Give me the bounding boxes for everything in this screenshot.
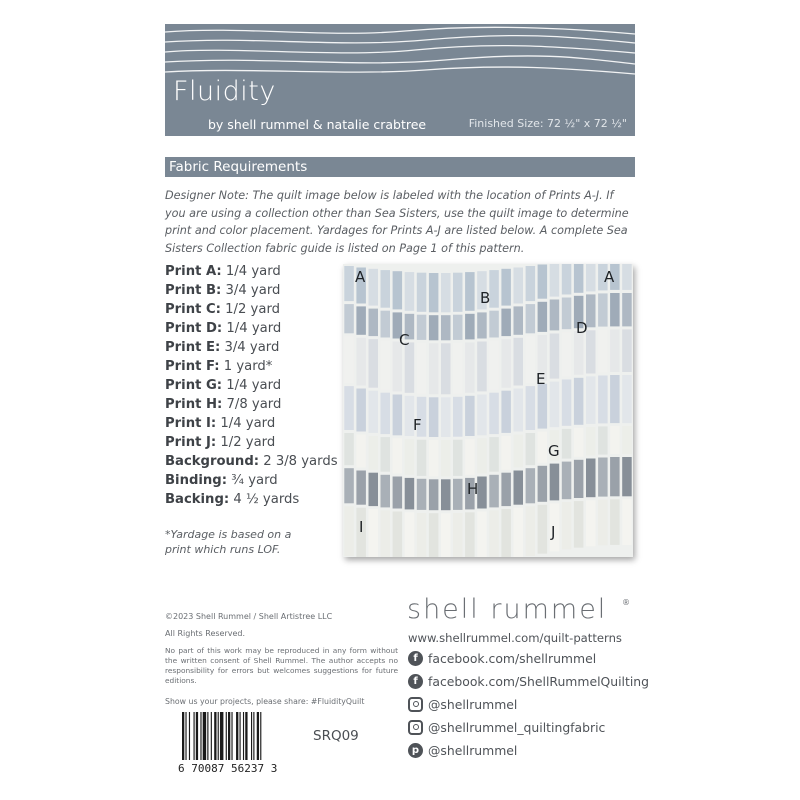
pattern-sku: SRQ09 — [313, 728, 359, 744]
quilt-strip — [344, 468, 354, 503]
requirement-label: Print F: — [165, 359, 220, 374]
barcode-bar — [211, 712, 212, 760]
quilt-strip — [501, 509, 511, 557]
quilt-strip — [381, 311, 391, 338]
designer-note: Designer Note: The quilt image below is labeled with the location of Prints A-J. If you are using a collection other than Sea Sisters, use the quilt image to determine print and color placement. Yardages for Prints A-J are listed below. A complete Sea Sisters Collection fabric guide is listed on Page 1 of this pattern. — [165, 189, 629, 255]
barcode-bar — [243, 712, 244, 760]
quilt-strip — [477, 395, 487, 436]
quilt-strip — [562, 429, 572, 459]
quilt-strip — [610, 293, 620, 326]
brand-wordmark: shell rummel — [407, 594, 608, 625]
print-label-h: H — [467, 480, 479, 498]
quilt-strip — [465, 396, 475, 436]
quilt-strip — [514, 435, 524, 468]
quilt-strip — [344, 386, 354, 430]
quilt-strip — [610, 499, 620, 545]
quilt-strip — [514, 268, 524, 304]
quilt-strip — [550, 334, 560, 379]
quilt-strip — [356, 338, 366, 386]
quilt-strip — [586, 376, 596, 424]
requirement-label: Background: — [165, 454, 260, 469]
quilt-strip — [405, 512, 415, 557]
barcode-bar — [185, 712, 186, 760]
quilt-strip — [344, 506, 354, 556]
quilt-strip — [526, 433, 536, 465]
requirement-value: 1/2 yard — [220, 435, 276, 450]
quilt-strip — [429, 315, 439, 340]
quilt-strip — [441, 315, 451, 340]
quilt-strip — [526, 506, 536, 556]
quilt-strip — [622, 329, 632, 372]
quilt-strip — [429, 513, 439, 557]
quilt-strip — [562, 264, 572, 295]
quilt-strip — [429, 343, 439, 394]
social-link-text: @shellrummel_quiltingfabric — [428, 719, 606, 735]
quilt-strip — [574, 460, 584, 498]
requirement-label: Print I: — [165, 416, 217, 431]
quilt-strip — [381, 437, 391, 472]
barcode-bar — [228, 712, 230, 760]
requirement-value: 1/4 yard — [225, 264, 281, 279]
quilt-strip — [477, 438, 487, 473]
requirement-item — [165, 471, 345, 490]
quilt-strip — [453, 315, 463, 340]
quilt-strip — [622, 457, 632, 496]
quilt-strip — [417, 513, 427, 557]
quilt-strip — [598, 500, 608, 546]
quilt-strip — [441, 479, 451, 510]
instagram-icon — [408, 720, 423, 735]
quilt-strip — [586, 264, 596, 291]
quilt-strip — [369, 509, 379, 557]
copyright-text: ©2023 Shell Rummel / Shell Artistree LLC — [165, 612, 333, 621]
fabric-requirements-header — [165, 157, 635, 177]
quilt-strip — [393, 512, 403, 558]
quilt-strip — [550, 264, 560, 297]
quilt-strip — [550, 464, 560, 501]
requirement-item — [165, 319, 345, 338]
barcode-bars — [178, 712, 298, 762]
requirement-label: Print J: — [165, 435, 217, 450]
quilt-strip — [622, 426, 632, 454]
quilt-strip — [501, 309, 511, 337]
barcode-bar — [253, 712, 254, 760]
social-link-facebook[interactable] — [408, 672, 649, 690]
quilt-strip — [405, 342, 415, 392]
quilt-strip — [344, 304, 354, 333]
requirement-label: Backing: — [165, 492, 230, 507]
quilt-strip — [514, 389, 524, 432]
website-link[interactable]: www.shellrummel.com/quilt-patterns — [408, 631, 622, 645]
quilt-strip — [356, 435, 366, 468]
requirement-item — [165, 262, 345, 281]
quilt-strip — [369, 309, 379, 337]
quilt-strip — [453, 273, 463, 312]
quilt-strip — [453, 397, 463, 437]
pinterest-icon: p — [408, 743, 423, 758]
quilt-strip — [356, 389, 366, 432]
barcode-bar — [207, 712, 208, 760]
quilt-strip — [562, 380, 572, 426]
quilt-strip — [550, 382, 560, 428]
quilt-strip — [489, 270, 499, 308]
facebook-icon: f — [408, 674, 423, 689]
quilt-strip — [477, 342, 487, 392]
barcode-bar — [182, 712, 184, 760]
quilt-strip — [477, 477, 487, 509]
instagram-icon — [408, 697, 423, 712]
quilt-strip — [344, 266, 354, 301]
requirement-item — [165, 433, 345, 452]
quilt-strip — [538, 505, 548, 554]
quilt-strip — [453, 513, 463, 557]
social-link-pinterest[interactable] — [408, 741, 517, 759]
requirement-value: 3/4 yard — [224, 340, 280, 355]
quilt-strip — [489, 340, 499, 389]
social-link-text: @shellrummel — [428, 696, 518, 712]
barcode-bar — [218, 712, 219, 760]
quilt-strip — [429, 273, 439, 312]
requirement-value: 1/4 yard — [226, 321, 282, 336]
barcode-bar — [226, 712, 227, 760]
requirements-list — [165, 262, 345, 509]
quilt-strip — [465, 342, 475, 392]
barcode-bar — [240, 712, 241, 760]
quilt-strip — [598, 293, 608, 326]
quilt-strip — [538, 466, 548, 502]
quilt-strip — [489, 510, 499, 557]
quilt-strip — [610, 457, 620, 496]
requirement-value: 7/8 yard — [226, 397, 282, 412]
quilt-strip — [501, 473, 511, 506]
quilt-strip — [405, 439, 415, 475]
quilt-strip — [574, 378, 584, 425]
title-banner — [165, 24, 635, 136]
quilt-strip — [429, 440, 439, 476]
quilt-strip — [514, 306, 524, 334]
barcode-bar — [203, 712, 206, 760]
quilt-strip — [381, 393, 391, 434]
quilt-strip — [477, 512, 487, 558]
requirement-label: Print A: — [165, 264, 222, 279]
quilt-strip — [417, 273, 427, 312]
barcode-bar — [257, 712, 259, 760]
requirement-label: Print C: — [165, 302, 221, 317]
requirement-item — [165, 300, 345, 319]
barcode-bar — [194, 712, 195, 760]
quilt-strip — [538, 302, 548, 332]
requirement-label: Print B: — [165, 283, 222, 298]
quilt-strip — [369, 436, 379, 470]
quilt-strip — [574, 428, 584, 457]
quilt-strip — [562, 332, 572, 376]
requirement-item — [165, 281, 345, 300]
quilt-strip — [538, 384, 548, 429]
quilt-strip — [381, 340, 391, 389]
quilt-strip — [610, 375, 620, 423]
barcode-bar — [220, 712, 223, 760]
print-label-d: D — [576, 319, 588, 337]
requirement-item — [165, 414, 345, 433]
quilt-strip — [622, 264, 632, 290]
quilt-strip — [369, 391, 379, 433]
quilt-strip — [393, 477, 403, 509]
requirement-item — [165, 357, 345, 376]
requirement-value: 2 3/8 yards — [263, 454, 338, 469]
requirement-value: 1/4 yard — [226, 378, 282, 393]
print-label-b: B — [480, 289, 491, 307]
quilt-strip — [417, 440, 427, 476]
quilt-strip — [514, 338, 524, 386]
quilt-strip — [441, 397, 451, 437]
quilt-strip — [369, 473, 379, 506]
requirement-value: 3/4 yard — [225, 283, 281, 298]
quilt-strip — [574, 501, 584, 548]
quilt-strip — [598, 330, 608, 373]
quilt-strip — [417, 343, 427, 394]
quilt-strip — [538, 265, 548, 299]
quilt-strip — [574, 264, 584, 293]
quilt-strip — [514, 471, 524, 505]
barcode-digits: 6 70087 56237 3 — [178, 762, 278, 775]
barcode-bar — [236, 712, 238, 760]
quilt-strip — [501, 269, 511, 306]
social-link-instagram[interactable] — [408, 695, 517, 713]
quilt-strip — [477, 312, 487, 338]
quilt-strip — [562, 462, 572, 500]
quilt-strip — [562, 298, 572, 330]
legal-notice: No part of this work may be reproduced in any form without the written consent of Shell Rummel. The author accepts no responsibility for errors but welcomes suggestions for future editions. — [165, 646, 398, 685]
quilt-strip — [393, 438, 403, 473]
requirement-label: Print D: — [165, 321, 223, 336]
quilt-strip — [550, 300, 560, 331]
quilt-strip — [465, 512, 475, 557]
requirement-value: 1/2 yard — [225, 302, 281, 317]
quilt-strip — [381, 270, 391, 308]
print-label-j: J — [551, 523, 556, 541]
barcode-bar — [214, 712, 216, 760]
quilt-strip — [405, 272, 415, 311]
social-link-text: facebook.com/shellrummel — [428, 650, 597, 666]
quilt-strip — [586, 500, 596, 546]
barcode-bar — [189, 712, 190, 760]
quilt-strip — [405, 478, 415, 510]
quilt-strip — [562, 502, 572, 549]
social-link-text: @shellrummel — [428, 742, 518, 758]
print-label-e: E — [536, 370, 546, 388]
requirement-item — [165, 395, 345, 414]
quilt-strip — [622, 499, 632, 545]
section-title: Fabric Requirements — [169, 159, 308, 175]
quilt-strip — [501, 436, 511, 470]
quilt-strip — [610, 329, 620, 372]
print-label-f: F — [413, 416, 422, 434]
rights-text: All Rights Reserved. — [165, 629, 246, 638]
quilt-strip — [610, 426, 620, 454]
quilt-strip — [501, 391, 511, 433]
quilt-strip — [344, 433, 354, 465]
requirement-value: ¾ yard — [231, 473, 278, 488]
quilt-strip — [574, 331, 584, 375]
requirement-item — [165, 338, 345, 357]
quilt-strip — [369, 269, 379, 306]
share-hashtag: Show us your projects, please share: #FluidityQuilt — [165, 697, 365, 706]
wave-lines-decoration — [165, 24, 635, 84]
print-label-a: A — [355, 268, 366, 286]
social-link-facebook[interactable] — [408, 649, 596, 667]
quilt-strip — [526, 386, 536, 430]
requirement-label: Print H: — [165, 397, 223, 412]
print-label-i: I — [359, 518, 364, 536]
print-label-g: G — [548, 442, 560, 460]
quilt-strip — [441, 440, 451, 476]
quilt-diagram — [343, 264, 633, 557]
quilt-strip — [501, 339, 511, 388]
quilt-strip — [586, 459, 596, 498]
quilt-strip — [441, 513, 451, 557]
quilt-strip — [417, 315, 427, 340]
barcode-bar — [251, 712, 252, 760]
quilt-strip — [622, 375, 632, 423]
facebook-icon: f — [408, 651, 423, 666]
requirement-label: Binding: — [165, 473, 228, 488]
quilt-strip — [598, 376, 608, 424]
quilt-strip — [489, 437, 499, 472]
quilt-strip — [381, 475, 391, 508]
finished-size: Finished Size: 72 ½" x 72 ½" — [468, 117, 627, 130]
quilt-strip — [429, 397, 439, 437]
quilt-strip — [489, 311, 499, 338]
byline: by shell rummel & natalie crabtree — [208, 117, 427, 132]
quilt-strip — [429, 479, 439, 510]
quilt-strip — [441, 343, 451, 394]
yardage-note: *Yardage is based on a print which runs LOF. — [165, 528, 292, 556]
requirement-item — [165, 452, 345, 471]
requirement-value: 1 yard* — [223, 359, 273, 374]
quilt-strip — [453, 440, 463, 476]
barcode — [178, 712, 298, 774]
quilt-strip — [356, 471, 366, 505]
quilt-strip — [453, 343, 463, 394]
quilt-strip — [538, 432, 548, 463]
quilt-strip — [526, 468, 536, 503]
print-label-a: A — [604, 268, 615, 286]
quilt-strip — [369, 339, 379, 388]
quilt-strip — [381, 510, 391, 557]
quilt-strip — [586, 427, 596, 456]
requirement-value: 4 ½ yards — [233, 492, 300, 507]
barcode-bar — [231, 712, 232, 760]
quilt-strip — [598, 458, 608, 497]
quilt-strip — [598, 426, 608, 454]
barcode-bar — [196, 712, 198, 760]
barcode-bar — [260, 712, 261, 760]
quilt-strips — [343, 264, 633, 557]
quilt-strip — [344, 336, 354, 383]
quilt-strip — [356, 306, 366, 334]
quilt-strip — [489, 393, 499, 434]
quilt-strip — [465, 439, 475, 475]
requirement-label: Print G: — [165, 378, 223, 393]
quilt-strip — [526, 336, 536, 383]
quilt-strip — [526, 304, 536, 333]
pattern-title: Fluidity — [173, 76, 276, 107]
print-label-c: C — [399, 331, 410, 349]
barcode-bar — [245, 712, 247, 760]
quilt-strip — [622, 293, 632, 326]
quilt-strip — [441, 273, 451, 312]
barcode-bar — [200, 712, 201, 760]
quilt-strip — [393, 395, 403, 436]
quilt-strip — [526, 266, 536, 301]
quilt-strip — [417, 479, 427, 510]
quilt-strip — [489, 475, 499, 508]
quilt-strip — [465, 314, 475, 340]
quilt-strip — [514, 508, 524, 557]
requirement-item — [165, 490, 345, 509]
registered-mark: ® — [622, 598, 630, 607]
quilt-strip — [453, 479, 463, 510]
requirement-item — [165, 376, 345, 395]
requirement-value: 1/4 yard — [220, 416, 276, 431]
requirement-label: Print E: — [165, 340, 221, 355]
social-link-instagram[interactable] — [408, 718, 605, 736]
quilt-strip — [393, 271, 403, 309]
quilt-strip — [465, 272, 475, 311]
social-link-text: facebook.com/ShellRummelQuilting — [428, 673, 650, 689]
